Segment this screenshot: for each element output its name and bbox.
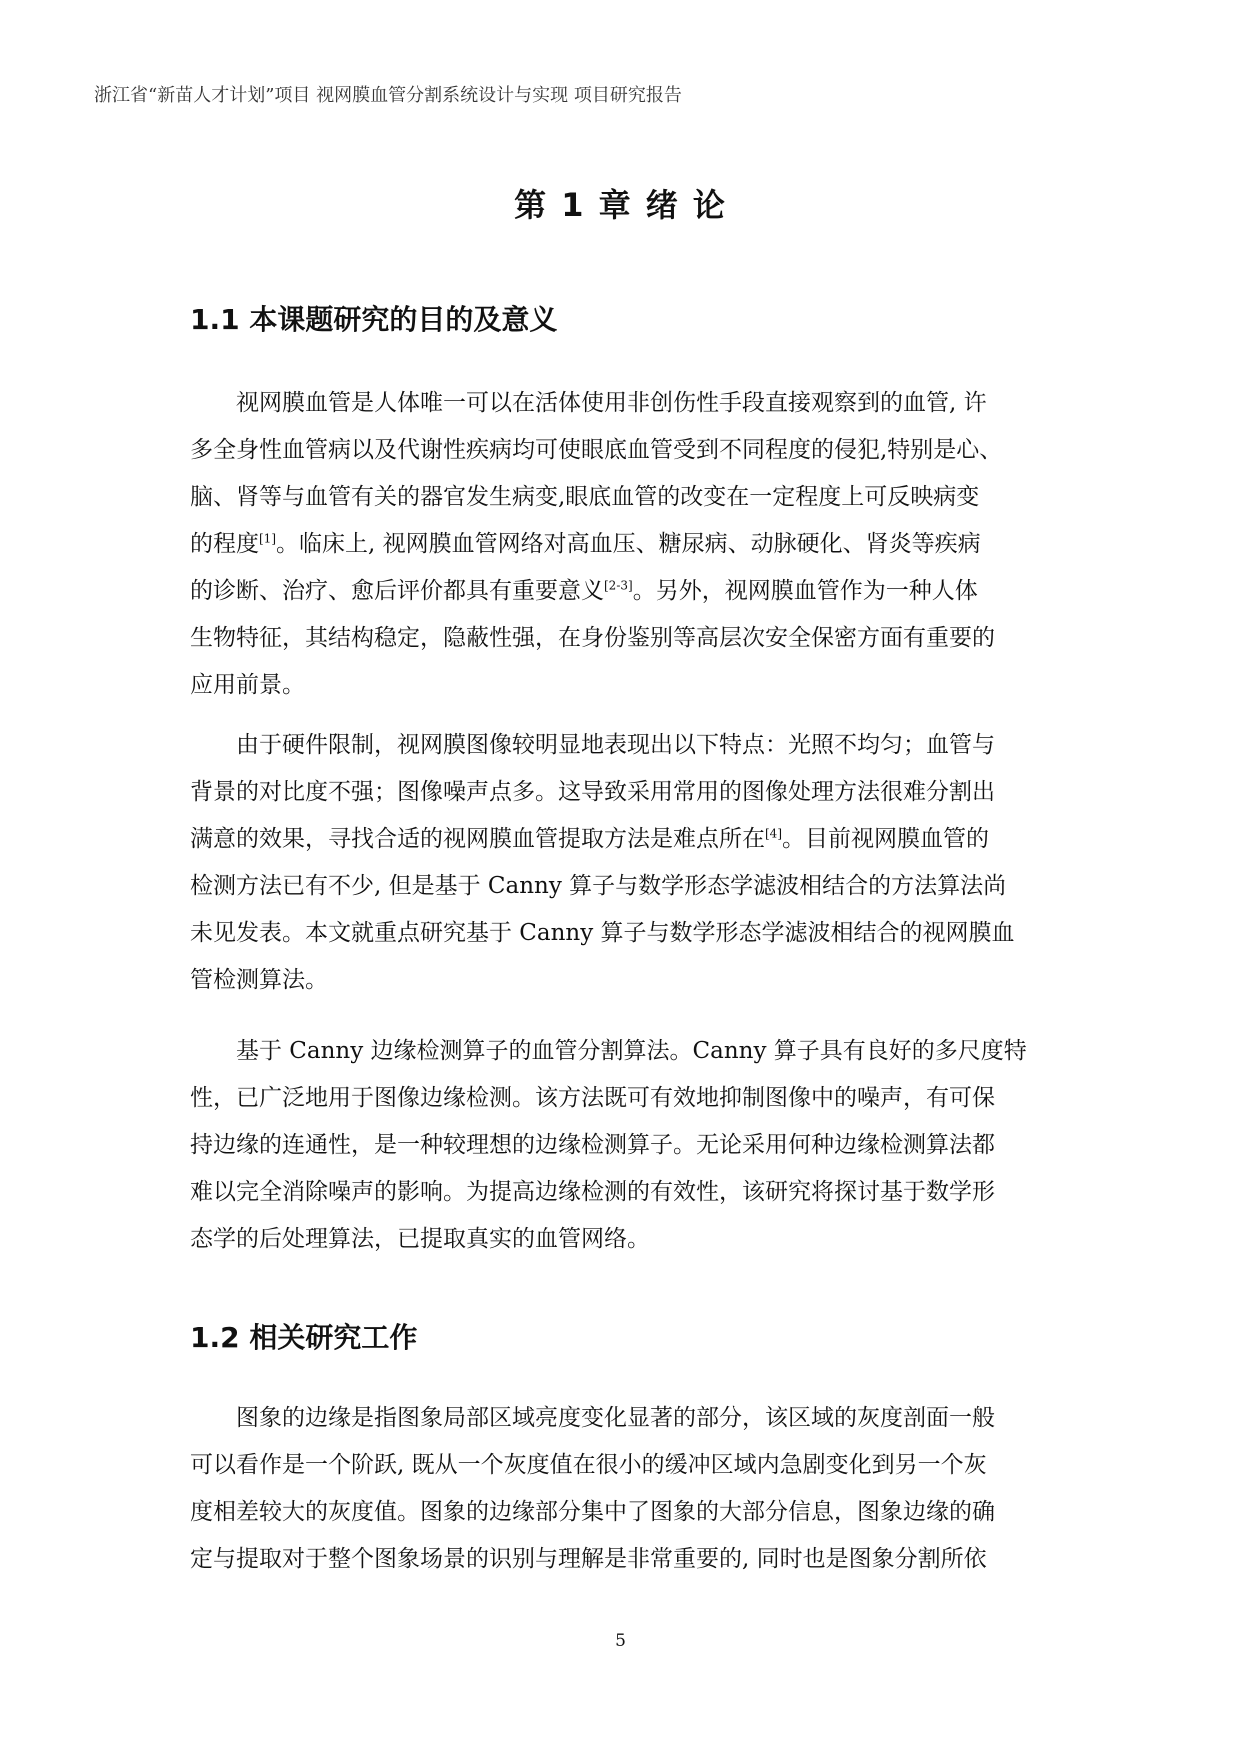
- paragraph-line: 管检测算法。: [190, 967, 328, 993]
- paragraph-line: 定与提取对于整个图象场景的识别与理解是非常重要的, 同时也是图象分割所依: [190, 1546, 987, 1572]
- page-number: 5: [615, 1631, 626, 1651]
- paragraph-line: 基于 Canny 边缘检测算子的血管分割算法。Canny 算子具有良好的多尺度特: [236, 1038, 1027, 1064]
- paragraph-line: 检测方法已有不少, 但是基于 Canny 算子与数学形态学滤波相结合的方法算法尚: [190, 873, 1007, 899]
- paragraph-line: 由于硬件限制，视网膜图像较明显地表现出以下特点：光照不均匀；血管与: [236, 732, 995, 758]
- paragraph-line: 态学的后处理算法，已提取真实的血管网络。: [190, 1226, 650, 1252]
- citation-1: [1]: [259, 531, 276, 546]
- paragraph-line: 视网膜血管是人体唯一可以在活体使用非创伤性手段直接观察到的血管, 许: [236, 390, 987, 416]
- line-text: 的程度: [190, 531, 259, 557]
- paragraph-line: 脑、肾等与血管有关的器官发生病变,眼底血管的改变在一定程度上可反映病变: [190, 484, 980, 510]
- paragraph-purpose: [190, 380, 1060, 709]
- paragraph-difficulty: [190, 722, 1060, 1004]
- paragraph-line: 生物特征，其结构稳定，隐蔽性强，在身份鉴别等高层次安全保密方面有重要的: [190, 625, 995, 651]
- paragraph-line: 应用前景。: [190, 672, 305, 698]
- paragraph-edges: [190, 1395, 1060, 1583]
- paragraph-line: 持边缘的连通性，是一种较理想的边缘检测算子。无论采用何种边缘检测算法都: [190, 1132, 995, 1158]
- paragraph-line: [190, 568, 1060, 615]
- paragraph-line: 可以看作是一个阶跃, 既从一个灰度值在很小的缓冲区域内急剧变化到另一个灰: [190, 1452, 987, 1478]
- paragraph-line: 多全身性血管病以及代谢性疾病均可使眼底血管受到不同程度的侵犯,特别是心、: [190, 437, 1003, 463]
- section-heading-1-1: 1.1 本课题研究的目的及意义: [190, 303, 558, 336]
- citation-4: [4]: [765, 826, 782, 841]
- paragraph-line: 图象的边缘是指图象局部区域亮度变化显著的部分，该区域的灰度剖面一般: [236, 1405, 995, 1431]
- paragraph-line: [190, 521, 1060, 568]
- paragraph-line: 难以完全消除噪声的影响。为提高边缘检测的有效性，该研究将探讨基于数学形: [190, 1179, 995, 1205]
- line-text: 。临床上, 视网膜血管网络对高血压、糖尿病、动脉硬化、肾炎等疾病: [276, 531, 981, 557]
- paragraph-line: 性，已广泛地用于图像边缘检测。该方法既可有效地抑制图像中的噪声，有可保: [190, 1085, 995, 1111]
- line-text: 满意的效果，寻找合适的视网膜血管提取方法是难点所在: [190, 826, 765, 852]
- paragraph-line: 未见发表。本文就重点研究基于 Canny 算子与数学形态学滤波相结合的视网膜血: [190, 920, 1015, 946]
- paragraph-line: [190, 816, 1060, 863]
- chapter-title: 第 1 章 绪 论: [514, 186, 727, 224]
- citation-2-3: [2-3]: [604, 578, 633, 593]
- paragraph-line: 度相差较大的灰度值。图象的边缘部分集中了图象的大部分信息，图象边缘的确: [190, 1499, 995, 1525]
- line-text: 。另外，视网膜血管作为一种人体: [632, 578, 978, 604]
- paragraph-canny: [190, 1028, 1060, 1263]
- running-header-text: 浙江省“新苗人才计划”项目 视网膜血管分割系统设计与实现 项目研究报告: [94, 85, 682, 106]
- line-text: 。目前视网膜血管的: [782, 826, 989, 852]
- line-text: 的诊断、治疗、愈后评价都具有重要意义: [190, 578, 604, 604]
- section-heading-1-2: 1.2 相关研究工作: [190, 1321, 418, 1354]
- paragraph-line: 背景的对比度不强；图像噪声点多。这导致采用常用的图像处理方法很难分割出: [190, 779, 995, 805]
